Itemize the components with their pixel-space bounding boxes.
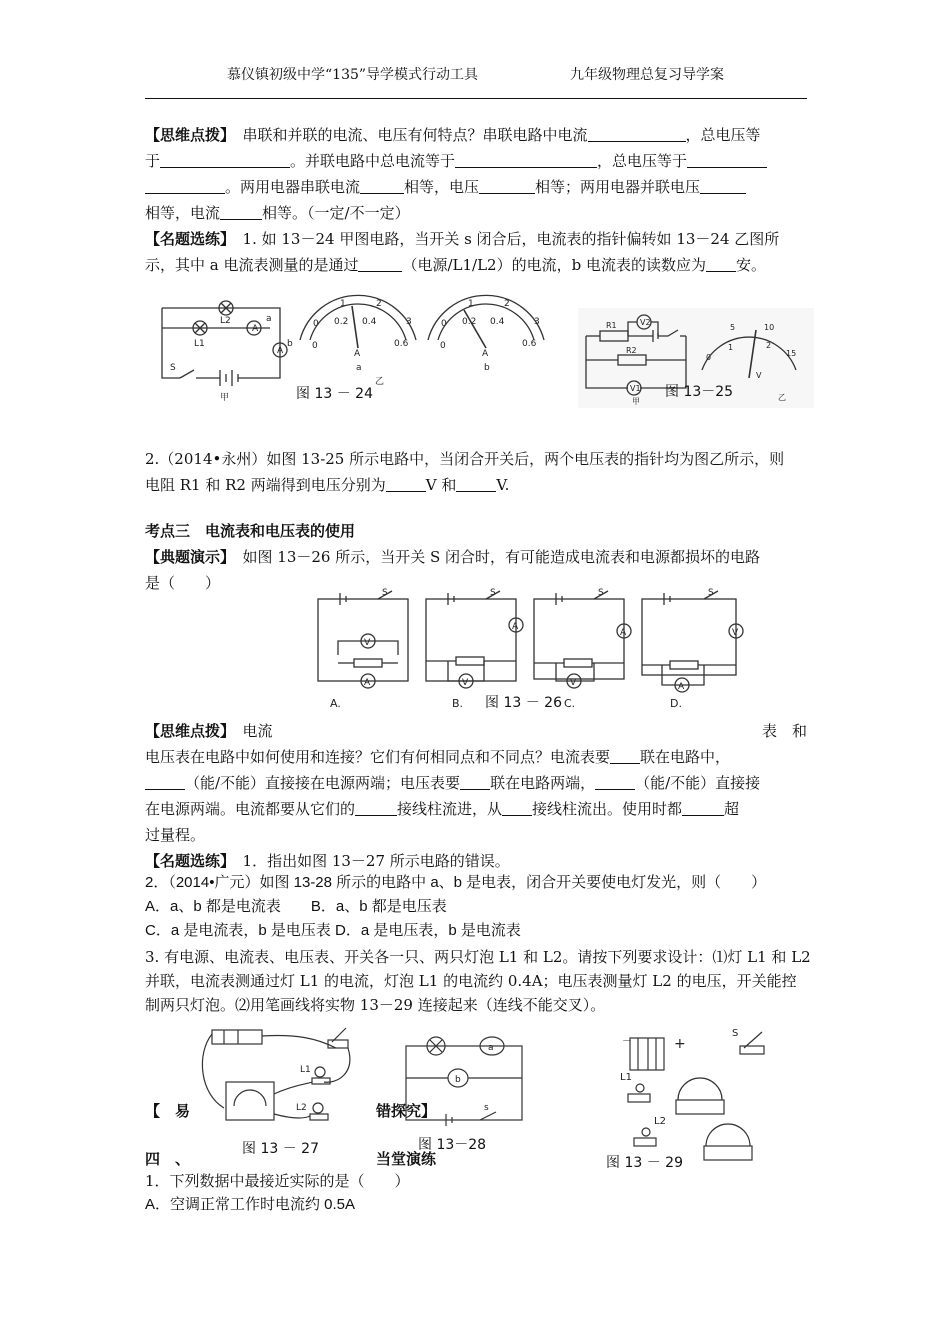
s2-line1: 【名题选练】 1. 如 13－24 甲图电路，当开关 s 闭合后，电流表的指针偏转如 13－24 乙图所 bbox=[145, 230, 780, 248]
svg-text:5: 5 bbox=[730, 323, 736, 332]
svg-text:S: S bbox=[732, 1028, 739, 1039]
s4-q2-cd: C．a 是电流表，b 是电压表 D．a 是电压表，b 是电流表 bbox=[145, 922, 521, 939]
s5-q1a: A．空调正常工作时电流约 0.5A bbox=[145, 1196, 356, 1213]
svg-text:L1: L1 bbox=[194, 339, 205, 349]
caption-13-28: 图 13－28 bbox=[418, 1137, 487, 1153]
svg-text:A: A bbox=[482, 349, 489, 359]
lamp-l1-icon bbox=[628, 1094, 650, 1102]
lamp-l2-icon bbox=[634, 1138, 656, 1146]
svg-text:V: V bbox=[732, 628, 739, 638]
demo-line2: 是（ ） bbox=[145, 574, 221, 592]
demo-line1: 【典题演示】 如图 13－26 所示，当开关 S 闭合时，有可能造成电流表和电源都损坏的电路 bbox=[145, 548, 761, 566]
svg-text:A: A bbox=[252, 324, 259, 334]
svg-text:b: b bbox=[455, 1075, 461, 1085]
header-rule bbox=[145, 98, 807, 99]
s4-q3-line1: 3. 有电源、电流表、电压表、开关各一只、两只灯泡 L1 和 L2。请按下列要求设计：⑴灯 L1 和 L2 bbox=[145, 948, 811, 966]
battery-icon bbox=[212, 1030, 262, 1044]
svg-text:A: A bbox=[354, 349, 361, 359]
svg-text:S: S bbox=[490, 588, 496, 598]
s4-q1: 【名题选练】 1．指出如图 13－27 所示电路的错误。 bbox=[145, 852, 510, 870]
battery-box-icon bbox=[630, 1038, 664, 1070]
caption-13-25: 图 13－25 bbox=[665, 384, 734, 400]
svg-text:2: 2 bbox=[766, 341, 772, 350]
voltmeter-icon bbox=[704, 1146, 752, 1160]
svg-text:+: + bbox=[674, 1036, 686, 1052]
svg-text:1: 1 bbox=[728, 343, 734, 352]
svg-text:S: S bbox=[708, 588, 714, 598]
s3-line2: 电压表在电路中如何使用和连接？它们有何相同点和不同点？电流表要 联在电路中， bbox=[145, 748, 731, 766]
s5-si: 四 、 bbox=[145, 1150, 191, 1168]
svg-text:甲: 甲 bbox=[632, 397, 640, 406]
s5-yi: 【 易 bbox=[145, 1102, 191, 1120]
svg-text:V: V bbox=[756, 371, 762, 380]
svg-text:V: V bbox=[570, 678, 577, 688]
s4-q3-line3: 制两只灯泡。⑵用笔画线将实物 13－29 连接起来（连线不能交叉）。 bbox=[145, 996, 606, 1014]
svg-text:V: V bbox=[462, 678, 469, 688]
s1-line3: 。两用电器串联电流 相等，电压 相等；两用电器并联电压 bbox=[145, 174, 807, 200]
svg-text:S: S bbox=[598, 588, 604, 598]
switch-icon bbox=[328, 1040, 348, 1048]
s3-line3: （能/不能）直接接在电源两端；电压表要 联在电路两端， （能/不能）直接接 bbox=[145, 770, 807, 796]
svg-text:3: 3 bbox=[534, 317, 540, 327]
q2-line1: 2.（2014•永州）如图 13-25 所示电路中，当闭合开关后，两个电压表的指针均为图乙所示，则 bbox=[145, 450, 785, 468]
svg-text:甲: 甲 bbox=[220, 393, 230, 403]
svg-text:1: 1 bbox=[340, 299, 346, 309]
s4-q2-ab: A．a、b 都是电流表 B．a、b 都是电压表 bbox=[145, 898, 447, 915]
svg-text:V2: V2 bbox=[640, 318, 651, 327]
svg-text:A: A bbox=[277, 346, 284, 356]
svg-text:10: 10 bbox=[764, 323, 775, 332]
s5-cuo: 错探究】 bbox=[376, 1102, 437, 1120]
svg-text:0.2: 0.2 bbox=[334, 317, 349, 327]
svg-text:B.: B. bbox=[452, 697, 464, 710]
switch-icon bbox=[740, 1046, 764, 1054]
svg-text:R1: R1 bbox=[606, 321, 617, 330]
kd3-title: 考点三 电流表和电压表的使用 bbox=[145, 522, 356, 540]
svg-text:15: 15 bbox=[786, 349, 797, 358]
svg-text:A: A bbox=[678, 682, 685, 692]
svg-text:0.6: 0.6 bbox=[394, 339, 409, 349]
svg-text:b: b bbox=[484, 363, 490, 373]
caption-13-26: 图 13 － 26 bbox=[485, 695, 562, 711]
svg-text:乙: 乙 bbox=[375, 377, 385, 387]
s4-q2: 2．（2014•广元）如图 13-28 所示的电路中 a、b 是电表，闭合开关要使电灯发光，则（ ） bbox=[145, 874, 767, 891]
svg-text:1: 1 bbox=[468, 299, 474, 309]
svg-text:C.: C. bbox=[564, 697, 576, 710]
figure-13-27 bbox=[196, 1024, 356, 1136]
svg-text:0.2: 0.2 bbox=[462, 317, 477, 327]
svg-text:S: S bbox=[170, 363, 176, 373]
figure-13-29 bbox=[616, 1024, 786, 1166]
svg-text:a: a bbox=[488, 1043, 494, 1053]
q2-line2: 电阻 R1 和 R2 两端得到电压分别为 V 和 V. bbox=[145, 476, 510, 494]
svg-text:0: 0 bbox=[313, 319, 319, 329]
svg-text:0.4: 0.4 bbox=[490, 317, 505, 327]
svg-text:0: 0 bbox=[312, 341, 318, 351]
svg-text:V1: V1 bbox=[630, 384, 641, 393]
svg-text:0: 0 bbox=[441, 319, 447, 329]
svg-text:0.6: 0.6 bbox=[522, 339, 537, 349]
svg-text:L1: L1 bbox=[300, 1065, 311, 1075]
header-course: 九年级物理总复习导学案 bbox=[570, 67, 724, 83]
s1-line4: 相等，电流 相等。（一定/不一定） bbox=[145, 204, 410, 222]
s3-line1: 【思维点拨】 电流 表 和 bbox=[145, 722, 807, 740]
s3-line4: 在电源两端。电流都要从它们的 接线柱流进，从 接线柱流出。使用时都 超 bbox=[145, 800, 740, 818]
svg-text:D.: D. bbox=[670, 697, 682, 710]
s1-line1: 【思维点拨】 串联和并联的电流、电压有何特点？串联电路中电流 ，总电压等 bbox=[145, 126, 761, 144]
s2-line2: 示，其中 a 电流表测量的是通过 （电源/L1/L2）的电流，b 电流表的读数应为 安。 bbox=[145, 256, 766, 274]
caption-13-27: 图 13 － 27 bbox=[242, 1141, 319, 1157]
s4-q3-line2: 并联，电流表测通过灯 L1 的电流，灯泡 L1 的电流约 0.4A；电压表测量灯 L2 的电压，开关能控 bbox=[145, 972, 797, 990]
svg-text:b: b bbox=[287, 339, 293, 349]
header-school: 慕仪镇初级中学“135”导学模式行动工具 bbox=[227, 67, 479, 83]
svg-text:L2: L2 bbox=[220, 316, 231, 326]
svg-text:a: a bbox=[266, 314, 272, 324]
meter-icon bbox=[226, 1082, 274, 1120]
ammeter-icon bbox=[676, 1100, 724, 1114]
svg-text:2: 2 bbox=[376, 299, 382, 309]
svg-text:A.: A. bbox=[330, 697, 341, 710]
svg-text:s: s bbox=[484, 1103, 489, 1113]
svg-text:0: 0 bbox=[440, 341, 446, 351]
caption-13-24: 图 13 － 24 bbox=[296, 386, 373, 402]
svg-text:3: 3 bbox=[406, 317, 412, 327]
svg-text:L2: L2 bbox=[296, 1103, 307, 1113]
s5-q1: 1．下列数据中最接近实际的是（ ） bbox=[145, 1172, 410, 1190]
svg-text:A: A bbox=[512, 622, 519, 632]
svg-text:L1: L1 bbox=[620, 1072, 632, 1083]
svg-text:a: a bbox=[356, 363, 362, 373]
svg-text:0.4: 0.4 bbox=[362, 317, 377, 327]
caption-13-29: 图 13 － 29 bbox=[606, 1155, 683, 1171]
svg-text:S: S bbox=[382, 588, 388, 598]
svg-text:A: A bbox=[620, 628, 627, 638]
svg-text:A: A bbox=[364, 678, 371, 688]
svg-text:R2: R2 bbox=[626, 346, 637, 355]
svg-text:V: V bbox=[364, 638, 371, 648]
svg-text:0: 0 bbox=[706, 353, 712, 362]
svg-text:L2: L2 bbox=[654, 1116, 666, 1127]
svg-text:－: － bbox=[622, 1036, 632, 1047]
s5-dt: 当堂演练 bbox=[376, 1150, 437, 1168]
s1-line2: 于 。并联电路中总电流等于 ，总电压等于 bbox=[145, 148, 807, 174]
s3-line5: 过量程。 bbox=[145, 826, 206, 844]
svg-text:乙: 乙 bbox=[778, 393, 786, 402]
svg-text:2: 2 bbox=[504, 299, 510, 309]
